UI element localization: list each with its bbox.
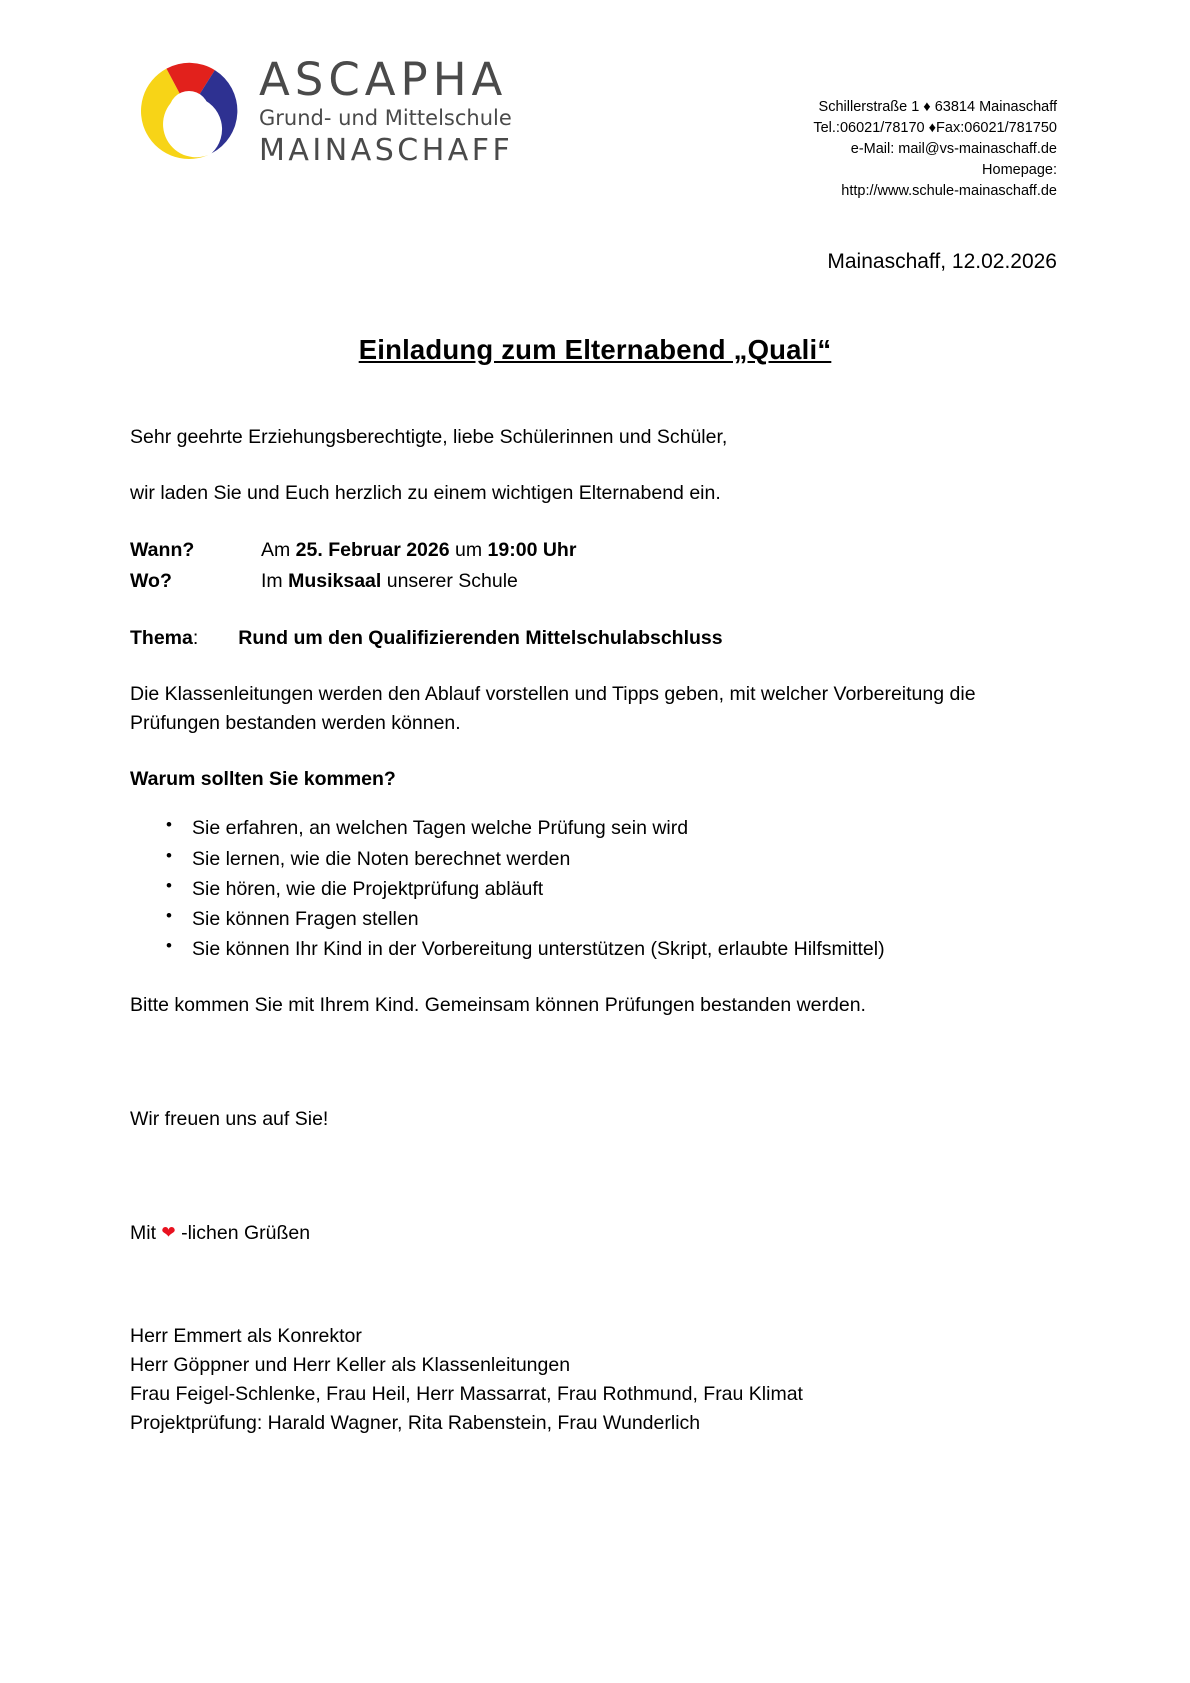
logo-subtitle-2: MAINASCHAFF xyxy=(259,132,514,168)
signature-line: Frau Feigel-Schlenke, Frau Heil, Herr Massarrat, Frau Rothmund, Frau Klimat xyxy=(130,1383,803,1406)
topic-colon: : xyxy=(192,627,199,650)
when-date: 25. Februar 2026 xyxy=(295,538,450,561)
date-line: Mainaschaff, 12.02.2026 xyxy=(827,250,1057,274)
topic-row xyxy=(130,624,1057,652)
topic-value: Rund um den Qualifizierenden Mittelschulabschluss xyxy=(238,627,723,650)
spacer xyxy=(130,1047,1057,1105)
signature-line: Projektprüfung: Harald Wagner, Rita Rabenstein, Frau Wunderlich xyxy=(130,1412,701,1435)
description-paragraph: Die Klassenleitungen werden den Ablauf vorstellen und Tipps geben, mit welcher Vorbereitung die Prüfungen bestanden werden können. xyxy=(130,683,976,734)
salutation: Sehr geehrte Erziehungsberechtigte, liebe Schülerinnen und Schüler, xyxy=(130,426,728,449)
where-prefix: Im xyxy=(261,569,289,592)
ascapha-logo-mark-icon xyxy=(133,55,245,167)
heart-icon: ❤ xyxy=(161,1223,176,1243)
when-time: 19:00 Uhr xyxy=(487,538,577,561)
spacer xyxy=(130,1276,1057,1322)
when-label: Wann? xyxy=(130,538,195,561)
intro-paragraph: wir laden Sie und Euch herzlich zu einem wichtigen Elternabend ein. xyxy=(130,482,721,505)
reasons-list xyxy=(130,815,1057,963)
looking-forward: Wir freuen uns auf Sie! xyxy=(130,1108,329,1131)
logo-subtitle: Grund- und Mittelschule xyxy=(259,105,512,130)
contact-address: Schillerstraße 1 ♦ 63814 Mainaschaff xyxy=(818,99,1057,115)
list-item: • Sie erfahren, an welchen Tagen welche Prüfung sein wird xyxy=(192,815,1057,841)
when-value xyxy=(261,536,576,567)
list-item: • Sie können Fragen stellen xyxy=(192,906,1057,932)
contact-phone-fax: Tel.:06021/78170 ♦Fax:06021/781750 xyxy=(813,120,1057,137)
greeting-line xyxy=(130,1219,1057,1247)
contact-homepage-url: http://www.schule-mainaschaff.de xyxy=(841,183,1057,200)
closing-request: Bitte kommen Sie mit Ihrem Kind. Gemeinsam können Prüfungen bestanden werden. xyxy=(130,993,866,1016)
signature-block xyxy=(130,1322,1057,1439)
why-come-heading: Warum sollten Sie kommen? xyxy=(130,767,396,790)
list-item: • Sie hören, wie die Projektprüfung abläuft xyxy=(192,876,1057,902)
where-label: Wo? xyxy=(130,569,172,592)
document-header xyxy=(0,0,1190,202)
spacer xyxy=(130,1161,1057,1219)
contact-email: e-Mail: mail@vs-mainaschaff.de xyxy=(850,141,1057,158)
when-prefix: Am xyxy=(261,538,296,561)
where-suffix: unserer Schule xyxy=(381,569,518,592)
document-body xyxy=(0,423,1190,1438)
logo-wordmark xyxy=(259,52,514,168)
where-value xyxy=(261,567,576,598)
table-row xyxy=(130,536,576,567)
topic-label: Thema xyxy=(130,627,193,650)
school-logo xyxy=(133,52,514,168)
event-details-table xyxy=(130,536,576,599)
page-title: Einladung zum Elternabend „Quali“ xyxy=(358,334,832,366)
signature-line: Herr Emmert als Konrektor xyxy=(130,1324,362,1347)
logo-title: ASCAPHA xyxy=(259,52,508,106)
where-room: Musiksaal xyxy=(288,569,382,592)
table-row xyxy=(130,567,576,598)
contact-homepage-label: Homepage: xyxy=(982,162,1057,179)
school-contact-block xyxy=(813,55,1057,202)
list-item: • Sie können Ihr Kind in der Vorbereitung unterstützen (Skript, erlaubte Hilfsmittel) xyxy=(192,936,1057,962)
greeting-suffix: -lichen Grüßen xyxy=(175,1222,311,1245)
when-mid: um xyxy=(449,538,488,561)
list-item: • Sie lernen, wie die Noten berechnet werden xyxy=(192,846,1057,872)
greeting-prefix: Mit xyxy=(130,1222,162,1245)
signature-line: Herr Göppner und Herr Keller als Klassenleitungen xyxy=(130,1353,571,1376)
